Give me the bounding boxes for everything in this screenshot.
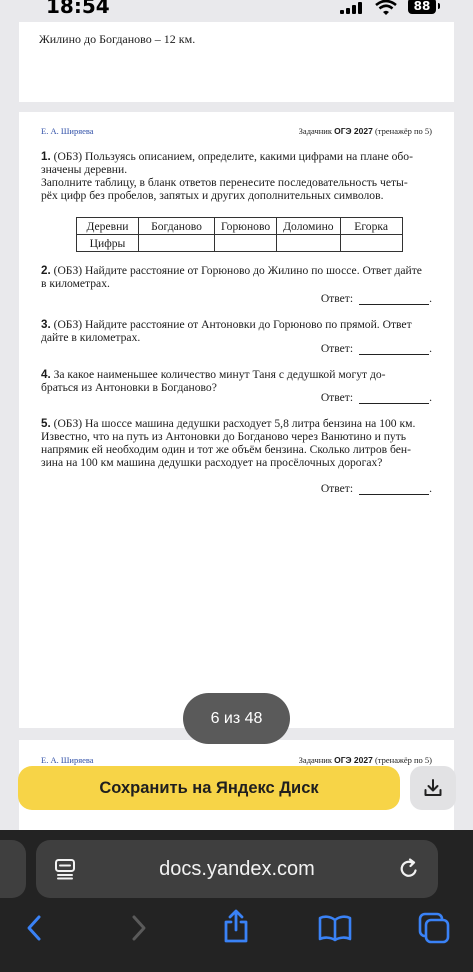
table-row	[77, 218, 403, 235]
header-title: Задачник ОГЭ 2027 (тренажёр по 5)	[298, 126, 432, 136]
url-text: docs.yandex.com	[159, 858, 315, 880]
back-icon[interactable]	[24, 914, 46, 942]
table-cell	[277, 235, 340, 252]
download-icon	[423, 778, 443, 798]
table-header-cell: Егорка	[340, 218, 402, 235]
answer-field-2: Ответ: .	[320, 292, 432, 305]
answer-field-3: Ответ: .	[320, 342, 432, 355]
table-cell	[139, 235, 215, 252]
table-header-cell: Горюново	[215, 218, 277, 235]
forward-icon[interactable]	[127, 914, 149, 942]
page-text: Жилино до Богданово – 12 км.	[39, 32, 196, 46]
save-to-yandex-disk-button[interactable]: Сохранить на Яндекс Диск	[18, 766, 400, 810]
table-cell	[215, 235, 277, 252]
table-header-cell: Богданово	[139, 218, 215, 235]
header-title: Задачник ОГЭ 2027 (тренажёр по 5)	[298, 755, 432, 765]
question-2: 2. (ОБЗ) Найдите расстояние от Горюново до Жилино по шоссе. Ответ дайте в километрах.	[41, 264, 422, 290]
browser-toolbar	[0, 830, 473, 972]
page-counter: 6 из 48	[183, 693, 290, 744]
share-icon[interactable]	[222, 908, 250, 944]
answer-table	[76, 217, 403, 252]
question-3: 3. (ОБЗ) Найдите расстояние от Антоновки до Горюново по прямой. Ответ дайте в километрах.	[41, 318, 412, 344]
header-author: Е. А. Ширяева	[41, 126, 94, 136]
download-button[interactable]	[410, 766, 456, 810]
wifi-icon	[374, 0, 398, 16]
reload-icon[interactable]	[398, 858, 420, 880]
document-page	[19, 112, 454, 728]
question-4: 4. За какое наименьшее количество минут Таня с дедушкой могут до- браться из Антоновки в Богданово?	[41, 368, 386, 394]
table-row-label: Цифры	[77, 235, 139, 252]
battery-indicator: 88	[408, 0, 436, 14]
answer-field-4: Ответ: .	[320, 391, 432, 404]
table-header-cell: Деревни	[77, 218, 139, 235]
previous-page	[19, 22, 454, 102]
table-header-cell: Доломино	[277, 218, 340, 235]
status-bar	[0, 0, 473, 22]
bookmarks-icon[interactable]	[318, 914, 352, 942]
signal-icon	[340, 2, 366, 14]
question-5: 5. (ОБЗ) На шоссе машина дедушки расходует 5,8 литра бензина на 100 км. Известно, что на путь из Антоновки до Богданово через Ванютино и путь напрямик ей необходим один и тот же объём бензина. Сколько литров бен- зина на 100 км машина дедушки расходует на просёлочных дорогах?	[41, 417, 416, 469]
answer-field-5: Ответ: .	[320, 482, 432, 495]
clock: 18:54	[46, 0, 110, 18]
table-row	[77, 235, 403, 252]
header-author: Е. А. Ширяева	[41, 755, 94, 765]
tabs-icon[interactable]	[418, 912, 450, 944]
previous-tab-card[interactable]	[0, 840, 26, 898]
address-bar[interactable]	[36, 840, 438, 898]
question-1: 1. (ОБЗ) Пользуясь описанием, определите, какими цифрами на плане обо- значены деревни. Заполните таблицу, в бланк ответов перенесите последовательность четы- рёх цифр без пробелов, запятых и других дополнительных символов.	[41, 150, 413, 202]
table-cell	[340, 235, 402, 252]
